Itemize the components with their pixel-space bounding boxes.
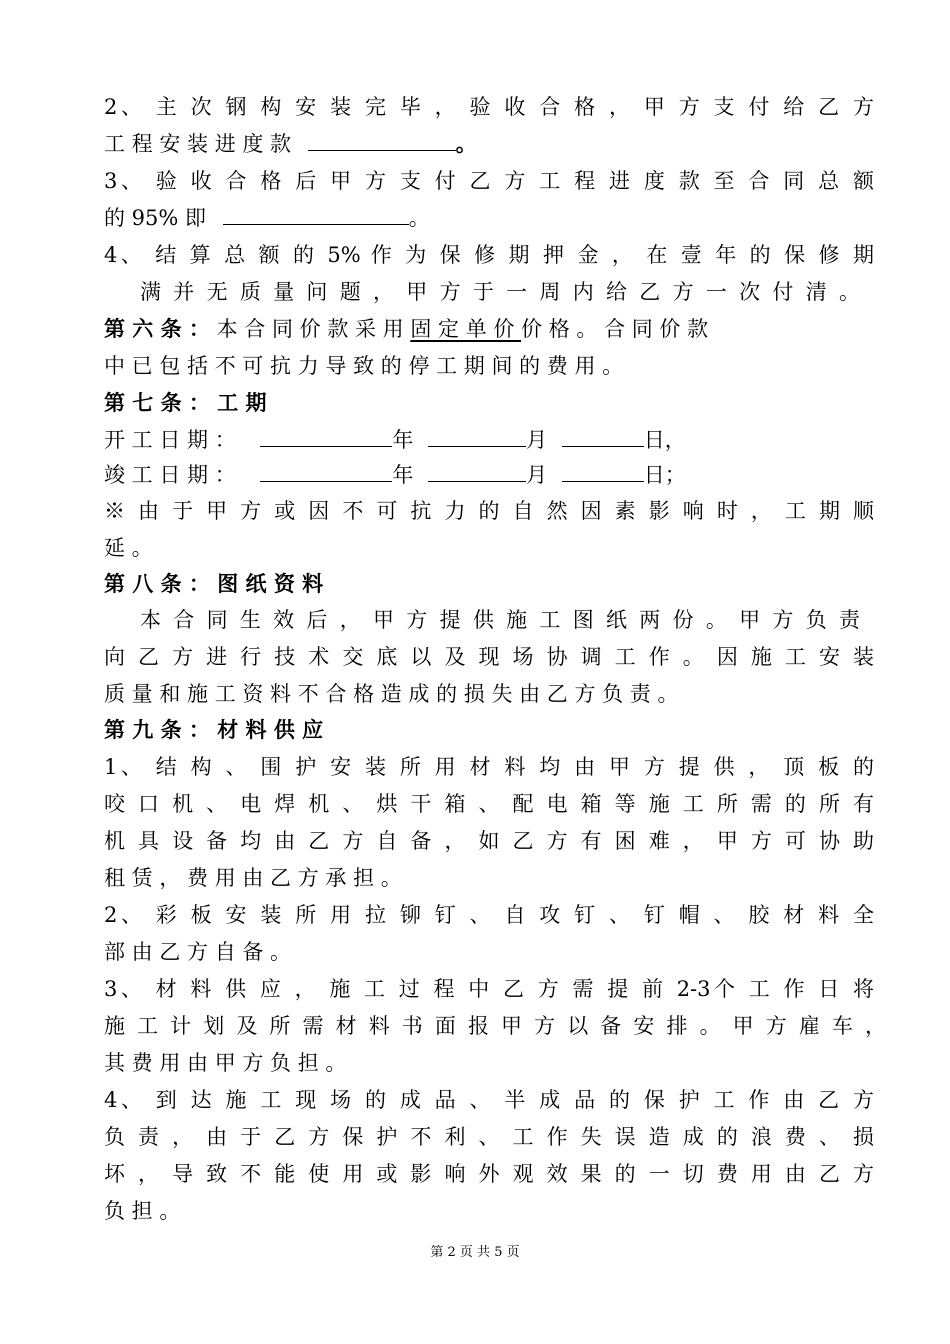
delay-note-line-2: 延 。	[104, 536, 153, 560]
progress-payment-blank[interactable]	[308, 132, 456, 151]
amount-95-blank[interactable]	[223, 206, 409, 225]
year-label: 年	[392, 463, 414, 487]
progress-payment-label: 工 程 安 装 进 度 款	[104, 132, 292, 156]
start-date-row	[104, 425, 874, 455]
clause-3-line-1: 3、 验 收 合 格 后 甲 方 支 付 乙 方 工 程 进 度 款 至 合 同 总 额	[104, 169, 874, 193]
article-8-title: 第 八 条 ： 图 纸 资 料	[104, 571, 324, 596]
year-label: 年	[392, 428, 414, 452]
price-type-value: 固 定 单 价	[410, 317, 522, 341]
article-9-line-10: 4、 到 达 施 工 现 场 的 成 品 、 半 成 品 的 保 护 工 作 由 乙 方	[104, 1088, 874, 1112]
clause-2-line-2	[104, 129, 874, 159]
start-year-blank[interactable]	[260, 428, 392, 447]
article-9-line-1: 1、 结 构 、 围 护 安 装 所 用 材 料 均 由 甲 方 提 供 ， 顶 板 的	[104, 755, 874, 779]
article-6-text: 本 合 同 价 款 采 用	[209, 317, 411, 341]
start-date-label: 开 工 日 期 ：	[104, 428, 236, 452]
day-label: 日	[643, 463, 665, 487]
clause-4-line-2: 满 并 无 质 量 问 题 ， 甲 方 于 一 周 内 给 乙 方 一 次 付 清 。	[140, 280, 860, 304]
end-date-row	[104, 460, 874, 490]
end-year-blank[interactable]	[260, 463, 392, 482]
clause-2-period: 。	[455, 131, 477, 156]
clause-3-period: 。	[408, 206, 430, 230]
article-9-line-6: 部 由 乙 方 自 备 。	[104, 940, 292, 964]
article-6-title: 第 六 条 ：	[104, 316, 210, 341]
article-8-line-3: 质 量 和 施 工 资 料 不 合 格 造 成 的 损 失 由 乙 方 负 责 。	[104, 682, 679, 706]
article-9-line-11: 负 责 ， 由 于 乙 方 保 护 不 利 、 工 作 失 误 造 成 的 浪 费 、 损	[104, 1125, 874, 1149]
article-9-line-5: 2、 彩 板 安 装 所 用 拉 铆 钉 、 自 攻 钉 、 钉 帽 、 胶 材 料 全	[104, 903, 874, 927]
article-9-title: 第 九 条 ： 材 料 供 应	[104, 717, 324, 742]
article-9-line-9: 其 费 用 由 甲 方 负 担 。	[104, 1051, 347, 1075]
article-6-line-1	[104, 314, 874, 344]
clause-2-line-1: 2、 主 次 钢 构 安 装 完 毕 ， 验 收 合 格 ， 甲 方 支 付 给 乙 方	[104, 95, 874, 119]
month-label: 月	[526, 463, 548, 487]
delay-note-line-1: ※ 由 于 甲 方 或 因 不 可 抗 力 的 自 然 因 素 影 响 时 ， 工 期 顺	[104, 499, 874, 523]
clause-3-line-2	[104, 203, 874, 233]
article-9-line-8: 施 工 计 划 及 所 需 材 料 书 面 报 甲 方 以 备 安 排 。 甲 方 雇 车 ，	[104, 1014, 886, 1038]
article-9-line-7: 3、 材 料 供 应 ， 施 工 过 程 中 乙 方 需 提 前 2-3个 工 作 日 将	[104, 977, 874, 1001]
article-9-line-12: 坏 ， 导 致 不 能 使 用 或 影 响 外 观 效 果 的 一 切 费 用 由 乙 方	[104, 1162, 874, 1186]
article-7-title: 第 七 条 ： 工 期	[104, 390, 267, 415]
article-9-line-13: 负 担 。	[104, 1199, 181, 1223]
article-6-line-2: 中 已 包 括 不 可 抗 力 导 致 的 停 工 期 间 的 费 用 。	[104, 354, 624, 378]
article-8-line-1: 本 合 同 生 效 后 ， 甲 方 提 供 施 工 图 纸 两 份 。 甲 方 负 责	[140, 608, 860, 632]
month-label: 月	[526, 428, 548, 452]
page-number-footer: 第 2 页 共 5 页	[430, 1245, 520, 1260]
end-day-blank[interactable]	[562, 463, 644, 482]
article-9-line-2: 咬 口 机 、 电 焊 机 、 烘 干 箱 、 配 电 箱 等 施 工 所 需 的 所 有	[104, 792, 874, 816]
day-label: 日	[643, 428, 665, 452]
article-6-text-end: 价 格 。 合 同 价 款	[521, 317, 709, 341]
clause-4-line-1: 4、 结 算 总 额 的 5% 作 为 保 修 期 押 金 ， 在 壹 年 的 保 修 期	[104, 243, 874, 267]
end-date-punct: ；	[664, 463, 686, 487]
start-date-punct: ，	[664, 428, 686, 452]
article-9-line-3: 机 具 设 备 均 由 乙 方 自 备 ， 如 乙 方 有 困 难 ， 甲 方 可 协 助	[104, 829, 874, 853]
end-date-label: 竣 工 日 期 ：	[104, 463, 236, 487]
start-month-blank[interactable]	[428, 428, 526, 447]
start-day-blank[interactable]	[562, 428, 644, 447]
article-9-line-4: 租 赁 ， 费 用 由 乙 方 承 担 。	[104, 866, 402, 890]
percent-label: 的 95% 即	[104, 206, 207, 230]
end-month-blank[interactable]	[428, 463, 526, 482]
article-8-line-2: 向 乙 方 进 行 技 术 交 底 以 及 现 场 协 调 工 作 。 因 施 工 安 装	[104, 645, 874, 669]
